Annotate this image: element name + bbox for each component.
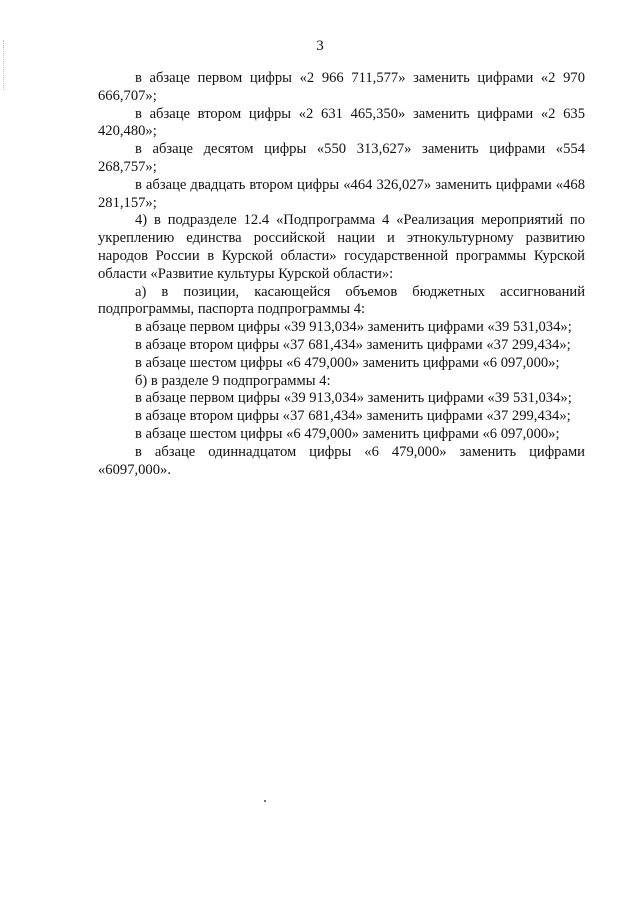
paragraph-13: в абзаце шестом цифры «6 479,000» заменить цифрами «6 097,000»; (135, 425, 560, 442)
paragraph-5-subsection-12-4: 4) в подразделе 12.4 «Подпрограмма 4 «Реализация мероприятий по укреплению единства российской нации и этнокультурному развитию народов России в Курской области» государственной программы Курской области «Развитие культуры Курской области»: (98, 212, 585, 282)
paragraph-14: в абзаце одиннадцатом цифры «6 479,000» заменить цифрами «6097,000». (98, 443, 585, 478)
paragraph-2: в абзаце втором цифры «2 631 465,350» заменить цифрами «2 635 420,480»; (98, 105, 585, 140)
paragraph-3: в абзаце десятом цифры «550 313,627» заменить цифрами «554 268,757»; (98, 141, 585, 175)
paragraph-1: в абзаце первом цифры «2 966 711,577» заменить цифрами «2 970 666,707»; (98, 70, 585, 104)
paragraph-6-item-a: а) в позиции, касающейся объемов бюджетных ассигнований подпрограммы, паспорта подпрограммы 4: (98, 283, 585, 318)
page-number: 3 (316, 38, 324, 54)
paragraph-8: в абзаце втором цифры «37 681,434» заменить цифрами «37 299,434»; (135, 336, 571, 353)
paragraph-4: в абзаце двадцать втором цифры «464 326,027» заменить цифрами «468 281,157»; (98, 176, 585, 211)
document-body (98, 70, 585, 479)
paragraph-11: в абзаце первом цифры «39 913,034» заменить цифрами «39 531,034»; (135, 390, 572, 407)
paragraph-9: в абзаце шестом цифры «6 479,000» заменить цифрами «6 097,000»; (135, 354, 560, 371)
scan-speck (264, 800, 266, 802)
paragraph-7: в абзаце первом цифры «39 913,034» заменить цифрами «39 531,034»; (135, 319, 572, 336)
paragraph-12: в абзаце втором цифры «37 681,434» заменить цифрами «37 299,434»; (135, 408, 571, 425)
paragraph-10-item-b: б) в разделе 9 подпрограммы 4: (135, 372, 331, 389)
